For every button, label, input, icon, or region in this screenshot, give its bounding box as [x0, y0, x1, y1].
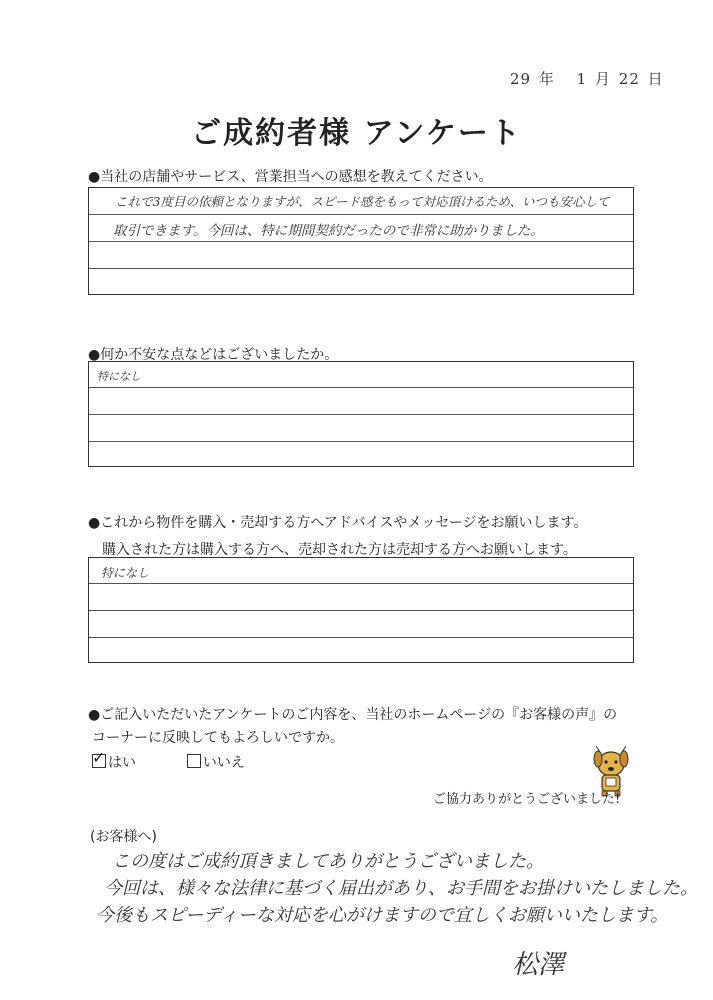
- signature: 松澤: [512, 950, 565, 980]
- no-label: いいえ: [202, 755, 245, 771]
- answer-line: [89, 387, 633, 388]
- customer-message-line-1: この度はご成約頂きましてありがとうございました。: [112, 851, 544, 872]
- q3-question-line-2: 購入された方は購入する方へ、売却された方は売却する方へお願いします。: [102, 542, 577, 558]
- q2-answer-box[interactable]: [88, 361, 634, 467]
- yes-checkbox[interactable]: [92, 754, 106, 768]
- publish-consent-options: [92, 752, 245, 772]
- customer-message-line-2: 今回は、様々な法律に基づく届出があり、お手間をお掛けいたしました。: [104, 878, 698, 899]
- date-month-unit: 月: [595, 70, 612, 88]
- date-year: 29: [510, 70, 532, 88]
- answer-line: [89, 268, 633, 269]
- q2-question: ●何か不安な点などはございましたか。: [88, 347, 339, 363]
- q2-answer-line-1: 特になし: [97, 370, 141, 383]
- q4-question-line-2: コーナーに反映してもよろしいですか。: [92, 730, 344, 746]
- date: [510, 68, 666, 89]
- answer-line: [89, 637, 633, 638]
- page-title: ご成約者様 アンケート: [191, 116, 522, 151]
- answer-line: [89, 610, 633, 611]
- q1-question: ●当社の店舗やサービス、営業担当への感想を教えてください。: [88, 169, 493, 185]
- q1-answer-box[interactable]: [88, 187, 634, 295]
- q4-question-line-1: ●ご記入いただいたアンケートのご内容を、当社のホームページの『お客様の声』の: [88, 707, 618, 723]
- answer-line: [89, 214, 633, 215]
- answer-line: [89, 583, 633, 584]
- q3-answer-box[interactable]: [88, 557, 634, 663]
- answer-line: [89, 241, 633, 242]
- customer-message-line-3: 今後もスピーディーな対応を心がけますので宜しくお願いいたします。: [96, 905, 669, 926]
- q1-answer-line-1: これで3度目の依頼となりますが、スピード感をもって対応頂けるため、いつも安心して: [115, 194, 610, 209]
- date-day-unit: 日: [647, 70, 664, 88]
- thanks-message: ご協力ありがとうございました!: [433, 792, 621, 807]
- q3-question-line-1: ●これから物件を購入・売却する方へアドバイスやメッセージをお願いします。: [88, 515, 588, 531]
- date-year-unit: 年: [538, 70, 555, 88]
- customer-heading: (お客様へ): [90, 829, 157, 845]
- q3-answer-line-1: 特になし: [101, 566, 150, 580]
- date-day: 22: [618, 70, 640, 88]
- answer-line: [89, 441, 633, 442]
- answer-line: [89, 414, 633, 415]
- q1-answer-line-2: 取引できます。今回は、特に期間契約だったので非常に助かりました。: [113, 223, 544, 239]
- date-month: 1: [576, 70, 588, 88]
- yes-label: はい: [108, 755, 136, 771]
- no-checkbox[interactable]: [187, 754, 201, 768]
